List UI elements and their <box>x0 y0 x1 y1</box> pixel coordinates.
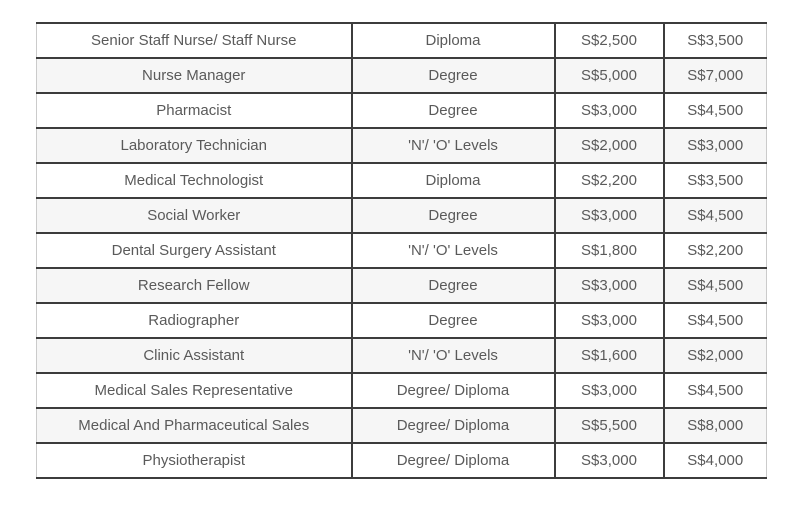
job-title-cell: Clinic Assistant <box>143 347 245 364</box>
table-row <box>37 198 767 233</box>
job-title-cell: Pharmacist <box>156 102 232 119</box>
max-salary-cell: S$2,000 <box>664 338 767 373</box>
table-row <box>37 303 767 338</box>
max-salary-cell: S$4,500 <box>664 93 767 128</box>
job-title-cell: Medical And Pharmaceutical Sales <box>78 417 310 434</box>
max-salary-cell: S$3,000 <box>664 128 767 163</box>
table-row <box>37 268 767 303</box>
job-title-cell: Medical Technologist <box>124 172 264 189</box>
qualification-cell: Degree <box>352 198 555 233</box>
job-title-cell: Research Fellow <box>137 277 250 294</box>
job-title-cell: Radiographer <box>148 312 240 329</box>
max-salary-cell: S$4,000 <box>664 443 767 478</box>
table-row <box>37 408 767 443</box>
table-row <box>37 373 767 408</box>
salary-table-body <box>37 23 767 478</box>
max-salary-cell: S$4,500 <box>664 198 767 233</box>
qualification-cell: 'N'/ 'O' Levels <box>352 128 555 163</box>
table-row <box>37 58 767 93</box>
max-salary-cell: S$4,500 <box>664 303 767 338</box>
qualification-cell: 'N'/ 'O' Levels <box>352 233 555 268</box>
qualification-cell: Degree/ Diploma <box>352 443 555 478</box>
min-salary-cell: S$3,000 <box>555 303 664 338</box>
qualification-cell: Diploma <box>352 163 555 198</box>
min-salary-cell: S$5,500 <box>555 408 664 443</box>
max-salary-cell: S$4,500 <box>664 373 767 408</box>
min-salary-cell: S$5,000 <box>555 58 664 93</box>
min-salary-cell: S$3,000 <box>555 198 664 233</box>
max-salary-cell: S$8,000 <box>664 408 767 443</box>
qualification-cell: Degree <box>352 93 555 128</box>
min-salary-cell: S$2,000 <box>555 128 664 163</box>
salary-table-container <box>36 22 766 479</box>
job-title-cell: Dental Surgery Assistant <box>111 242 276 259</box>
min-salary-cell: S$3,000 <box>555 93 664 128</box>
min-salary-cell: S$1,800 <box>555 233 664 268</box>
salary-table <box>36 22 767 479</box>
job-title-cell: Medical Sales Representative <box>94 382 293 399</box>
max-salary-cell: S$2,200 <box>664 233 767 268</box>
job-title-cell: Laboratory Technician <box>120 137 267 154</box>
qualification-cell: Degree/ Diploma <box>352 373 555 408</box>
job-title-cell: Senior Staff Nurse/ Staff Nurse <box>91 32 297 49</box>
min-salary-cell: S$2,200 <box>555 163 664 198</box>
max-salary-cell: S$3,500 <box>664 163 767 198</box>
job-title-cell: Physiotherapist <box>142 452 246 469</box>
job-title-cell: Nurse Manager <box>142 67 246 84</box>
qualification-cell: Degree <box>352 268 555 303</box>
table-row <box>37 128 767 163</box>
min-salary-cell: S$2,500 <box>555 23 664 58</box>
max-salary-cell: S$3,500 <box>664 23 767 58</box>
max-salary-cell: S$7,000 <box>664 58 767 93</box>
table-row <box>37 233 767 268</box>
max-salary-cell: S$4,500 <box>664 268 767 303</box>
qualification-cell: Degree <box>352 303 555 338</box>
table-row <box>37 163 767 198</box>
min-salary-cell: S$3,000 <box>555 268 664 303</box>
table-row <box>37 338 767 373</box>
qualification-cell: 'N'/ 'O' Levels <box>352 338 555 373</box>
min-salary-cell: S$1,600 <box>555 338 664 373</box>
job-title-cell: Social Worker <box>147 207 241 224</box>
table-row <box>37 23 767 58</box>
min-salary-cell: S$3,000 <box>555 373 664 408</box>
qualification-cell: Degree/ Diploma <box>352 408 555 443</box>
qualification-cell: Diploma <box>352 23 555 58</box>
qualification-cell: Degree <box>352 58 555 93</box>
table-row <box>37 93 767 128</box>
table-row <box>37 443 767 478</box>
min-salary-cell: S$3,000 <box>555 443 664 478</box>
